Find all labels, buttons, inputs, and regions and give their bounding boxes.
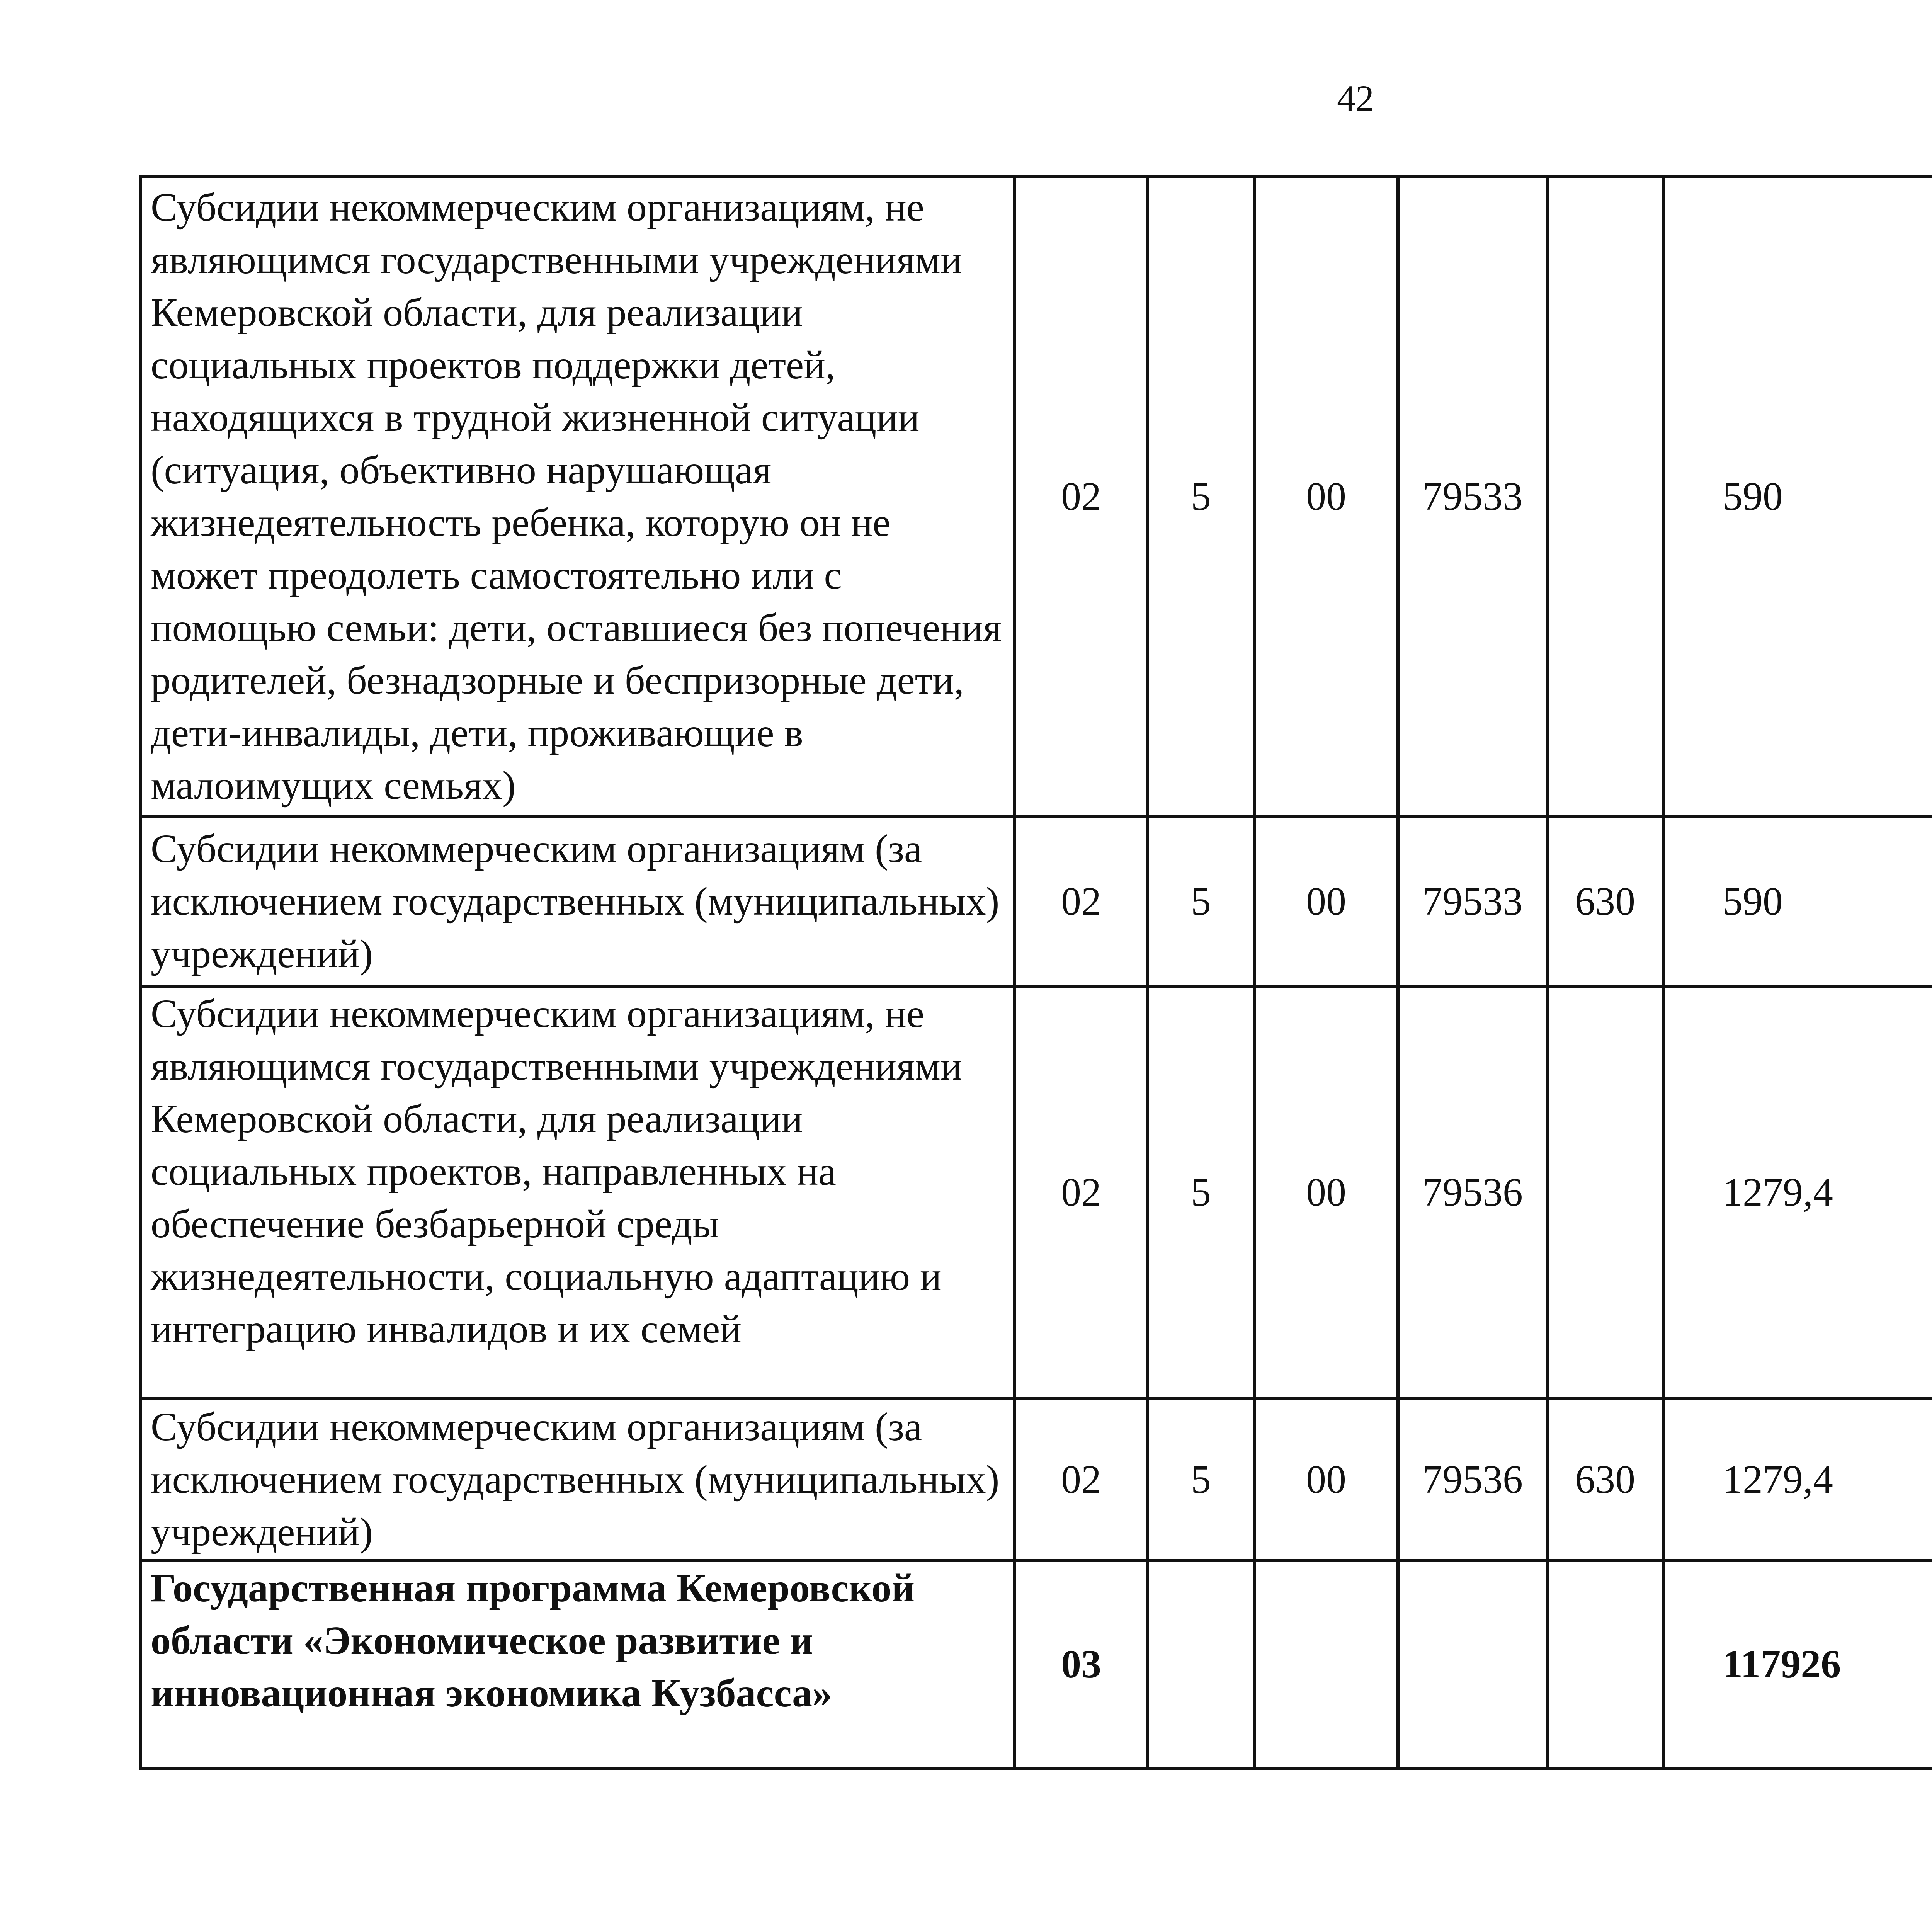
code-section: 02 (1015, 986, 1148, 1399)
code-subprogram: 5 (1148, 817, 1254, 986)
page-number: 42 (1337, 78, 1374, 119)
table-row (141, 176, 1932, 817)
code-expense-type (1547, 986, 1663, 1399)
code-event: 00 (1254, 986, 1398, 1399)
code-event: 00 (1254, 176, 1398, 817)
code-subprogram: 5 (1148, 1399, 1254, 1560)
table-row-program-total (141, 1560, 1932, 1768)
code-subprogram: 5 (1148, 986, 1254, 1399)
amount-year-1: 1279,4 (1663, 1399, 1932, 1560)
amount-year-1: 590 (1663, 817, 1932, 986)
budget-table (139, 175, 1932, 1770)
row-description: Субсидии некоммерческим организациям, не являющимся государственными учреждениями Кемеровской области, для реализации социальных проектов, направленных на обеспечение безбарьерной среды жизнедеятельности, социальную адаптацию и интеграцию инвалидов и их семей (141, 986, 1015, 1399)
code-expense-type (1547, 1560, 1663, 1768)
table-row (141, 986, 1932, 1399)
code-event: 00 (1254, 817, 1398, 986)
code-section: 02 (1015, 1399, 1148, 1560)
row-description: Субсидии некоммерческим организациям (за исключением государственных (муниципальных) учреждений) (141, 817, 1015, 986)
code-expense-type (1547, 176, 1663, 817)
row-description: Государственная программа Кемеровской области «Экономическое развитие и инновационная экономика Кузбасса» (141, 1560, 1015, 1768)
row-description: Субсидии некоммерческим организациям (за исключением государственных (муниципальных) учреждений) (141, 1399, 1015, 1560)
row-description: Субсидии некоммерческим организациям, не являющимся государственными учреждениями Кемеровской области, для реализации социальных проектов поддержки детей, находящихся в трудной жизненной ситуации (ситуация, объективно нарушающая жизнедеятельность ребенка, которую он не может преодолеть самостоятельно или с помощью семьи: дети, оставшиеся без попечения родителей, безнадзорные и беспризорные дети, дети-инвалиды, дети, проживающие в малоимущих семьях) (141, 176, 1015, 817)
code-expense-type: 630 (1547, 817, 1663, 986)
table-row (141, 1399, 1932, 1560)
amount-year-1: 1279,4 (1663, 986, 1932, 1399)
amount-year-1: 590 (1663, 176, 1932, 817)
code-event (1254, 1560, 1398, 1768)
code-direction: 79536 (1398, 1399, 1547, 1560)
code-section: 02 (1015, 817, 1148, 986)
code-direction (1398, 1560, 1547, 1768)
code-event: 00 (1254, 1399, 1398, 1560)
code-direction: 79536 (1398, 986, 1547, 1399)
amount-year-1: 117926 (1663, 1560, 1932, 1768)
code-section: 03 (1015, 1560, 1148, 1768)
code-expense-type: 630 (1547, 1399, 1663, 1560)
code-section: 02 (1015, 176, 1148, 817)
code-direction: 79533 (1398, 176, 1547, 817)
code-subprogram: 5 (1148, 176, 1254, 817)
code-direction: 79533 (1398, 817, 1547, 986)
code-subprogram (1148, 1560, 1254, 1768)
table-row (141, 817, 1932, 986)
